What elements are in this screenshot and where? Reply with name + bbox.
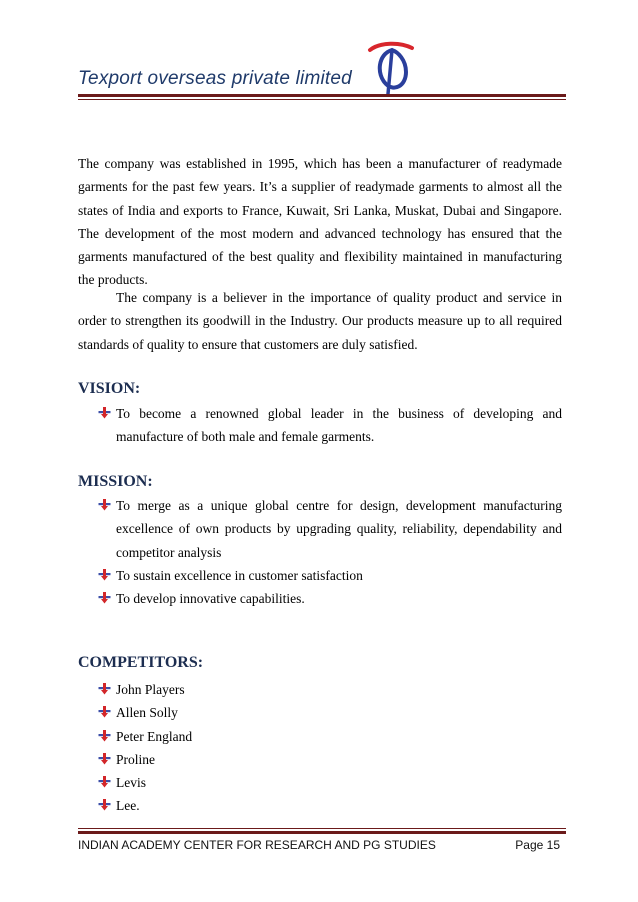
list-item-text: John Players	[116, 682, 185, 697]
competitors-list	[98, 678, 562, 818]
list-item-text: Levis	[116, 775, 146, 791]
list-item-text: To sustain excellence in customer satisfaction	[116, 567, 363, 583]
competitors-heading: COMPETITORS:	[78, 654, 204, 671]
list-item	[98, 794, 562, 817]
arrow-down-bullet-icon	[98, 682, 111, 695]
footer-institution: INDIAN ACADEMY CENTER FOR RESEARCH AND PG STUDIES	[78, 838, 436, 852]
list-item	[98, 701, 562, 724]
list-item-text: To become a renowned global leader in the business of developing and manufacture of both male and female garments.	[116, 406, 562, 445]
list-item-text: Lee.	[116, 798, 140, 814]
arrow-down-bullet-icon	[98, 705, 111, 718]
list-item	[98, 564, 562, 587]
arrow-down-bullet-icon	[98, 498, 111, 511]
list-item-text: To develop innovative capabilities.	[116, 591, 305, 607]
list-item	[98, 587, 562, 610]
page-number: Page 15	[515, 838, 560, 852]
list-item	[98, 771, 562, 794]
arrow-down-bullet-icon	[98, 568, 111, 581]
list-item	[98, 748, 562, 771]
document-header-title: Texport overseas private limited	[78, 68, 352, 89]
list-item-text: Proline	[116, 751, 155, 767]
company-logo-icon	[366, 40, 418, 96]
mission-heading: MISSION:	[78, 473, 153, 490]
vision-heading: VISION:	[78, 380, 141, 397]
intro-paragraph: The company was established in 1995, which has been a manufacturer of readymade garments for the past few years. It’s a supplier of readymade garments to almost all the states of India and exports to France, Kuwait, Sri Lanka, Muskat, Dubai and Singapore. The development of the most modern and advanced technology has ensured that the garments manufactured of the best quality and flexibility maintained in manufacturing the products.	[78, 156, 562, 288]
arrow-down-bullet-icon	[98, 752, 111, 765]
footer-divider-thin	[78, 828, 566, 829]
arrow-down-bullet-icon	[98, 406, 111, 419]
arrow-down-bullet-icon	[98, 591, 111, 604]
arrow-down-bullet-icon	[98, 798, 111, 811]
arrow-down-bullet-icon	[98, 729, 111, 742]
footer-divider-thick	[78, 831, 566, 834]
list-item-text: Allen Solly	[116, 705, 178, 721]
list-item	[98, 402, 562, 449]
header-divider-thin	[78, 99, 566, 100]
list-item	[98, 494, 562, 564]
arrow-down-bullet-icon	[98, 775, 111, 788]
list-item-text: To merge as a unique global centre for design, development manufacturing excellence of own products by upgrading quality, reliability, dependability and competitor analysis	[116, 498, 562, 560]
mission-list	[98, 494, 562, 610]
list-item	[98, 678, 562, 701]
vision-list	[98, 402, 562, 449]
list-item	[98, 725, 562, 748]
list-item-text: Peter England	[116, 728, 193, 744]
belief-paragraph: The company is a believer in the importance of quality product and service in order to strengthen its goodwill in the Industry. Our products measure up to all required standards of quality to ensure that customers are duly satisfied.	[78, 290, 562, 352]
header-divider-thick	[78, 94, 566, 97]
